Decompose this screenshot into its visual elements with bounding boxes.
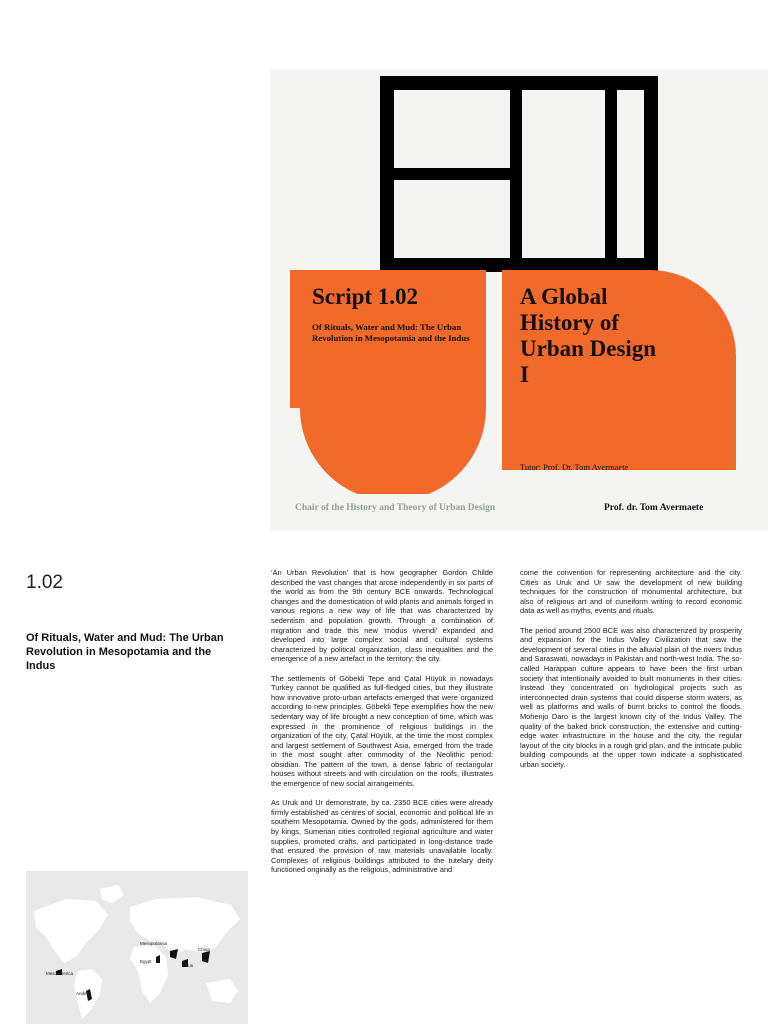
grid-logo: [380, 76, 658, 272]
book-title-line: History of: [520, 310, 620, 335]
column-clip: [271, 568, 493, 1024]
world-map: [26, 871, 248, 1024]
map-label-mesoamerica: Mesoamerica: [46, 971, 74, 976]
paragraph: come the convention for representing architecture and the city. Cities as Uruk and Ur saw the development of new building techniques for the construction of monumental architecture, but also of religious art and of cuneiform writing to record economic data as well as myths, events and rituals.: [520, 568, 742, 616]
world-map-shapes: [26, 871, 248, 1024]
paragraph: The period around 2500 BCE was also characterized by prosperity and expansion for the Indus Valley Civilization that saw the development of several cities in the alluvial plain of the rivers Indus and Saraswati, nowadays in Pakistan and north-west India. The so-called Harappan culture appears to have been the first urban society that intentionally avoided to built monuments in their cities. Instead they concentrated on hydrological projects such as interconnected drain systems that could disperse storm waters, as well as platforms and walls of burnt bricks to control the floods. Mohenjo Daro is the largest known city of the Indus Valley. The quality of the baked brick construction, the extensive and cutting-edge water infrastructure in the house and the city, the regular layout of the city blocks in a rough grid plan, and the intricate public building compounds at the upper town indicate a sophisticated urban society.: [520, 625, 742, 769]
map-label-indus: Indus: [182, 963, 194, 968]
script-subtitle: Of Rituals, Water and Mud: The Urban Revolution in Mesopotamia and the Indus: [312, 322, 470, 343]
paragraph: ‘An Urban Revolution’ that is how geographer Gordon Childe described the vast changes that arose independently in six parts of the world as from the 9th century BCE onwards. Technological changes and the domestication of wild plants and animals forged in various regions a new way of life that was characterized by sedentism and population growth. Through a combination of migration and trade this new ‘modus vivendi’ expanded and developed into large complex social and cultural systems characterized by political organization, class inequalities and the emergence of a new artefact in the territory: the city.: [271, 568, 493, 664]
book-title-line: I: [520, 362, 529, 387]
map-label-china: China: [198, 947, 210, 952]
tutor-line: Tutor: Prof. Dr. Tom Avermaete: [520, 462, 629, 472]
section-number: 1.02: [26, 572, 63, 593]
book-title-line: Urban Design: [520, 336, 657, 361]
chair-line: Chair of the History and Theory of Urban Design: [295, 503, 496, 513]
book-title: [520, 284, 730, 388]
map-label-mesopotamia: Mesopotamia: [140, 941, 168, 946]
book-title-line: A Global: [520, 284, 608, 309]
body-column-1: [271, 568, 493, 1024]
script-title: Script 1.02: [312, 284, 419, 309]
map-label-egypt: Egypt: [140, 959, 152, 964]
map-label-andes: Andes: [76, 991, 89, 996]
professor-line: Prof. dr. Tom Avermaete: [604, 503, 704, 513]
paragraph: The settlements of Göbekli Tepe and Çatal Hüyük in nowadays Turkey cannot be qualified as full-fledged cities, but they illustrate how innovative proto-urban artefacts emerged that were organized according to new principles. Göbekli Tepe exemplifies how the new sedentary way of life brought a new conception of time, which was expressed in the prominence of religious buildings in the organization of the city. Çatal Hüyük, at the time the most complex and largest settlement of Southwest Asia, emerged from the trade in the most sought after commodity of the Neolithic period: obsidian. The pattern of the town, a dense fabric of rectangular houses without streets and with circulation on the roofs, illustrates the emergence of new social arrangements.: [271, 673, 493, 789]
paragraph: As Uruk and Ur demonstrate, by ca. 2350 BCE cities were already firmly established as centres of social, economic and political life in southern Mesopotamia. Owned by the gods, administered for them by kings, Sumerian cities controlled regional agriculture and water supplies, promoted crafts, and participated in long-distance trade that ensured the provision of raw materials unavailable locally. Complexes of religious buildings attributed to the tutelary deity functioned originally as the religious, administrative and: [271, 798, 493, 875]
section-title: Of Rituals, Water and Mud: The Urban Revolution in Mesopotamia and the Indus: [26, 632, 224, 672]
body-column-2: [520, 568, 742, 779]
